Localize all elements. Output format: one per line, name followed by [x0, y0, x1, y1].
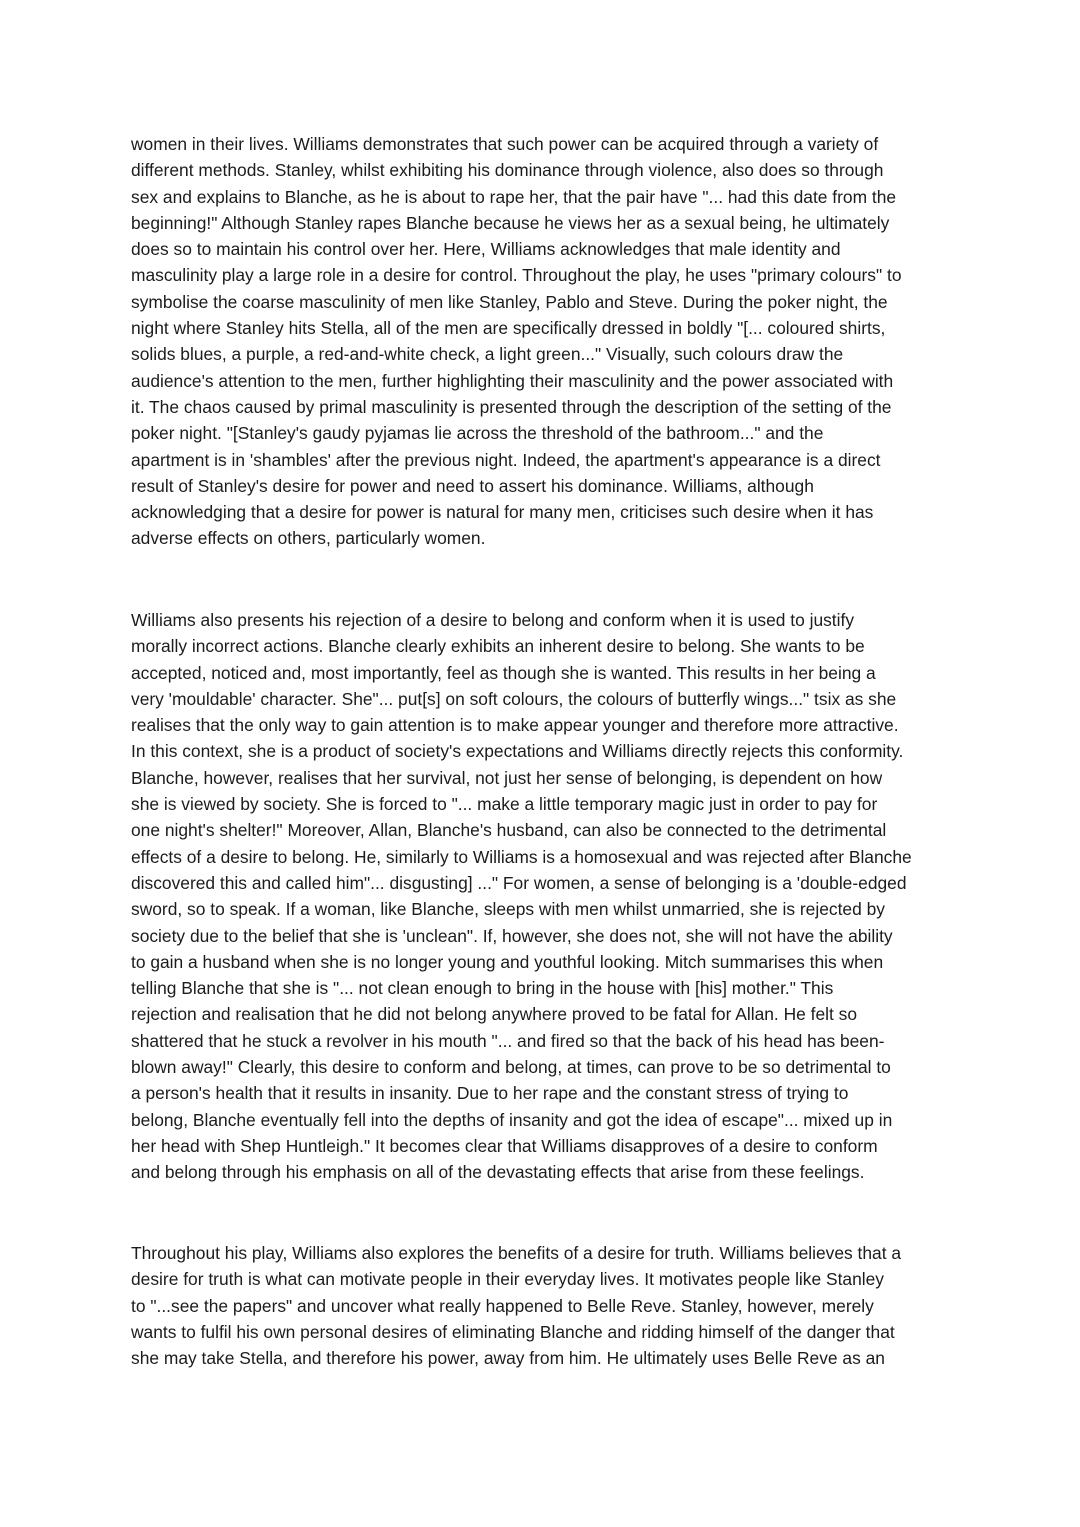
text-line: Blanche, however, realises that her survival, not just her sense of belonging, is dependent on how: [131, 767, 883, 788]
text-line: shattered that he stuck a revolver in his mouth "... and fired so that the back of his head has been-: [131, 1030, 885, 1051]
text-line: discovered this and called him"... disgusting] ..." For women, a sense of belonging is a 'double-edged: [131, 872, 907, 893]
text-line: apartment is in 'shambles' after the previous night. Indeed, the apartment's appearance is a direct: [131, 449, 881, 470]
text-line: poker night. "[Stanley's gaudy pyjamas lie across the threshold of the bathroom..." and the: [131, 423, 824, 444]
text-line: a person's health that it results in insanity. Due to her rape and the constant stress of trying to: [131, 1083, 849, 1104]
text-line: morally incorrect actions. Blanche clearly exhibits an inherent desire to belong. She wants to be: [131, 636, 865, 657]
text-line: women in their lives. Williams demonstrates that such power can be acquired through a variety of: [131, 134, 879, 154]
text-line: to "...see the papers" and uncover what really happened to Belle Reve. Stanley, however, merely: [131, 1295, 874, 1316]
text-line: it. The chaos caused by primal masculinity is presented through the description of the setting of the: [131, 396, 892, 417]
text-line: sword, so to speak. If a woman, like Blanche, sleeps with men whilst unmarried, she is rejected by: [131, 899, 885, 920]
text-line: society due to the belief that she is 'unclean". If, however, she does not, she will not have the ability: [131, 925, 893, 946]
text-line: audience's attention to the men, further highlighting their masculinity and the power associated with: [131, 370, 894, 391]
text-line: different methods. Stanley, whilst exhibiting his dominance through violence, also does so through: [131, 160, 884, 181]
text-line: masculinity play a large role in a desire for control. Throughout the play, he uses "primary colours" to: [131, 265, 902, 286]
paragraph-belonging: [131, 607, 961, 1186]
text-line: Williams also presents his rejection of a desire to belong and conform when it is used to justify: [131, 610, 855, 630]
text-line: she is viewed by society. She is forced to "... make a little temporary magic just in order to pay for: [131, 794, 878, 815]
text-line: symbolise the coarse masculinity of men like Stanley, Pablo and Steve. During the poker night, the: [131, 291, 888, 312]
text-line: effects of a desire to belong. He, similarly to Williams is a homosexual and was rejected after Blanche: [131, 846, 912, 867]
text-line: to gain a husband when she is no longer young and youthful looking. Mitch summarises this when: [131, 951, 884, 972]
text-line: telling Blanche that she is "... not clean enough to bring in the house with [his] mother." This: [131, 978, 834, 999]
text-line: accepted, noticed and, most importantly, feel as though she is wanted. This results in her being a: [131, 662, 876, 683]
text-line: does so to maintain his control over her. Here, Williams acknowledges that male identity and: [131, 239, 841, 260]
text-line: In this context, she is a product of society's expectations and Williams directly rejects this conformity.: [131, 741, 904, 762]
text-line: blown away!" Clearly, this desire to conform and belong, at times, can prove to be so detrimental to: [131, 1057, 891, 1078]
text-line: desire for truth is what can motivate people in their everyday lives. It motivates people like Stanley: [131, 1269, 885, 1290]
text-line: her head with Shep Huntleigh." It becomes clear that Williams disapproves of a desire to conform: [131, 1135, 878, 1156]
text-line: solids blues, a purple, a red-and-white check, a light green..." Visually, such colours draw the: [131, 344, 844, 365]
text-line: Throughout his play, Williams also explores the benefits of a desire for truth. Williams believes that a: [131, 1243, 902, 1263]
text-line: realises that the only way to gain attention is to make appear younger and therefore more attractive.: [131, 715, 899, 736]
text-line: acknowledging that a desire for power is natural for many men, criticises such desire when it has: [131, 502, 874, 523]
text-line: one night's shelter!" Moreover, Allan, Blanche's husband, can also be connected to the detrimental: [131, 820, 887, 841]
text-line: she may take Stella, and therefore his power, away from him. He ultimately uses Belle Reve as an: [131, 1348, 885, 1369]
text-line: wants to fulfil his own personal desires of eliminating Blanche and ridding himself of the danger that: [131, 1321, 895, 1342]
text-line: rejection and realisation that he did not belong anywhere proved to be fatal for Allan. He felt so: [131, 1004, 858, 1025]
text-line: night where Stanley hits Stella, all of the men are specifically dressed in boldly "[... coloured shirts,: [131, 318, 886, 339]
text-line: beginning!" Although Stanley rapes Blanche because he views her as a sexual being, he ultimately: [131, 212, 890, 233]
text-line: very 'mouldable' character. She"... put[s] on soft colours, the colours of butterfly wings..." tsix as she: [131, 688, 897, 709]
text-line: sex and explains to Blanche, as he is about to rape her, that the pair have "... had this date from the: [131, 186, 897, 207]
paragraph-power: [131, 131, 961, 552]
text-line: and belong through his emphasis on all of the devastating effects that arise from these feelings.: [131, 1162, 865, 1183]
text-line: result of Stanley's desire for power and need to assert his dominance. Williams, although: [131, 475, 814, 496]
text-line: belong, Blanche eventually fell into the depths of insanity and got the idea of escape"... mixed up in: [131, 1109, 893, 1130]
text-line: adverse effects on others, particularly women.: [131, 528, 486, 549]
paragraph-truth: [131, 1240, 961, 1371]
